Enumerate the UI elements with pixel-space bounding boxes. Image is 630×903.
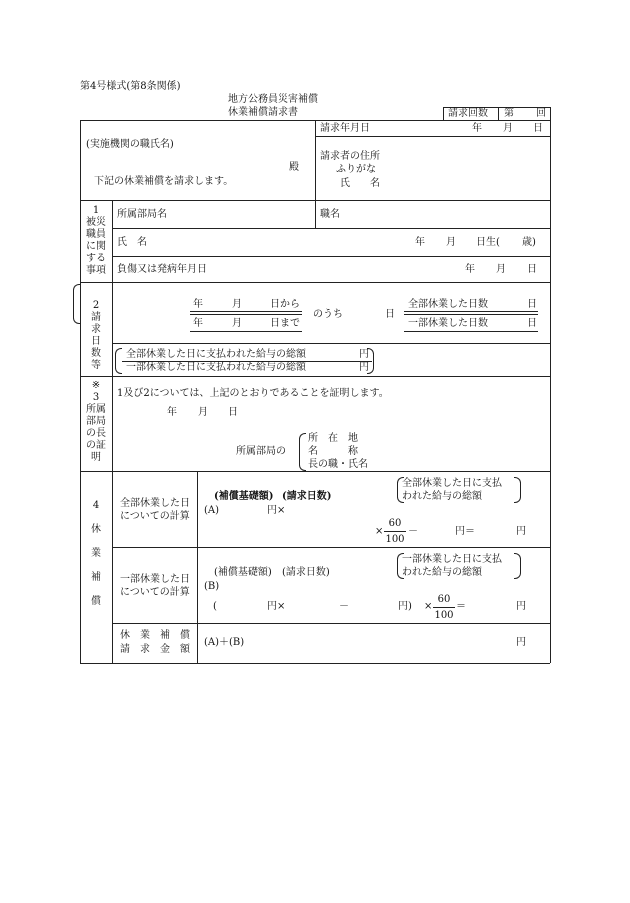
injury-nen: 年 [465,264,475,275]
pay-left-brace [115,348,122,374]
part-pay-unit: 円 [359,362,369,373]
full-paid-brace-right [514,477,521,503]
claim-days-a: (請求日数) [282,491,332,502]
full-days-unit: 日 [527,299,537,310]
b-yen-paren: 円) [398,601,412,612]
birth-hi: 日生( [476,237,500,248]
full-calc-label-1: 全部休業した日 [120,498,190,509]
dept-brace [299,433,306,471]
a-times: × [375,526,384,537]
from-nen: 年 [193,299,203,310]
claim-count-label: 請求回数 [448,108,488,119]
a-fraction [384,519,406,545]
section4-title: 4 休 業 補 償 [91,500,101,607]
request-text: 下記の休業補償を請求します。 [94,176,234,187]
b-yen-times: 円× [267,601,286,612]
b-times: × [424,601,433,612]
cert-hi: 日 [228,407,238,418]
total-label-1: 休 業 補 償 [120,630,190,641]
mark-b: (B) [204,581,220,592]
a-yen-result: 円 [516,526,526,537]
cert-nen: 年 [167,407,177,418]
birth-nen: 年 [415,237,425,248]
position-label: 職名 [320,209,340,220]
full-paid-label-1: 全部休業した日に支払 [402,478,502,489]
claim-days-b: (請求日数) [282,567,330,578]
claim-date-tsuki: 月 [503,123,513,134]
claim-count-kai: 回 [536,108,546,119]
dept-label: 所属部局の [236,446,286,457]
cert-text: 1及び2については、上記のとおりであることを証明します。 [117,388,389,399]
base-amount-b: (補償基礎額) [214,567,272,578]
a-minus: － [408,526,418,537]
a-yen-times: 円× [267,505,286,516]
location-label: 所 在 地 [308,433,358,444]
full-paid-label-2: われた給与の総額 [402,491,482,502]
days-hi: 日 [385,309,395,320]
claim-date-label: 請求年月日 [320,123,370,134]
part-paid-label-2: われた給与の総額 [402,567,482,578]
form-title-line1: 地方公務員災害補償 [228,94,318,105]
claim-date-hi: 日 [533,123,543,134]
to-underline [190,331,302,332]
part-paid-brace-right [514,553,521,579]
department-label: 所属部局名 [117,209,167,220]
from-tsuki: 月 [232,299,242,310]
b-equals: ＝ [456,601,466,612]
injury-hi: 日 [527,264,537,275]
part-calc-label-1: 一部休業した日 [120,574,190,585]
form-title-line2: 休業補償請求書 [228,107,298,118]
uchi-label: のうち [313,309,343,320]
total-yen: 円 [516,637,526,648]
full-days-underline [404,311,538,315]
part-days-underline [404,331,538,332]
pay-right-brace [367,348,374,374]
to-tsuki: 月 [232,318,242,329]
cert-tsuki: 月 [198,407,208,418]
to-hi: 日まで [270,318,300,329]
full-days-label: 全部休業した日数 [408,299,488,310]
part-calc-label-2: についての計算 [120,587,190,598]
sum-formula: (A)＋(B) [204,637,245,648]
part-pay-label: 一部休業した日に支払われた給与の総額 [126,362,306,373]
from-hi: 日から [270,299,300,310]
institution-label: (実施機関の職氏名) [86,139,174,150]
injury-date-label: 負傷又は発病年月日 [117,264,207,275]
b-frac-den: 100 [434,610,454,621]
a-frac-den: 100 [385,534,405,545]
form-number: 第4号様式(第8条関係) [80,81,181,92]
org-name-label: 名 称 [308,446,358,457]
b-frac-num: 60 [437,594,451,605]
section3-title: ※ 3 所属 部局 の長 の証 明 [86,380,106,463]
section2-left-brace [73,284,80,324]
claim-count-dai: 第 [504,108,514,119]
a-yen-equals: 円＝ [455,526,475,537]
mark-a: (A) [204,505,220,516]
full-calc-label-2: についての計算 [120,511,190,522]
claimant-name-label: 氏 名 [340,178,380,189]
dono-label: 殿 [289,162,299,173]
employee-name-label: 氏 名 [117,237,147,248]
b-minus: － [339,601,349,612]
b-yen-result: 円 [516,601,526,612]
b-paren-open: ( [213,601,217,612]
to-nen: 年 [193,318,203,329]
b-fraction [433,595,455,621]
injury-tsuki: 月 [496,264,506,275]
claim-date-nen: 年 [472,123,482,134]
head-name-label: 長の職・氏名 [308,459,368,470]
part-paid-label-1: 一部休業した日に支払 [402,554,502,565]
section2-title: 2 請 求 日 数 等 [91,300,101,371]
full-pay-unit: 円 [359,349,369,360]
full-pay-label: 全部休業した日に支払われた給与の総額 [126,349,306,360]
age-sai: 歳) [522,237,536,248]
total-label-2: 請 求 金 額 [120,644,190,655]
from-underline [190,311,302,315]
a-frac-num: 60 [388,518,402,529]
base-amount-a: (補償基礎額) [214,491,274,502]
furigana-label: ふりがな [336,164,376,175]
birth-tsuki: 月 [446,237,456,248]
part-days-unit: 日 [527,318,537,329]
part-days-label: 一部休業した日数 [408,318,488,329]
address-label: 請求者の住所 [320,151,380,162]
section1-title: 1 被災 職員 に関 する 事項 [86,205,106,276]
